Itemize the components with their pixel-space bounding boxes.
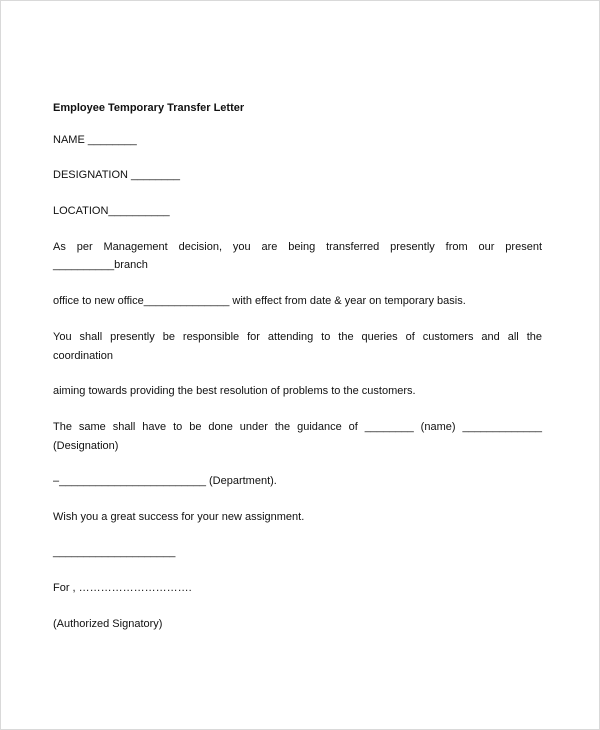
paragraph-transfer-line2: __________branch [53,259,148,271]
paragraph-office: office to new office______________ with effect from date & year on temporary basis. [53,295,466,307]
designation-field: DESIGNATION ________ [53,169,180,181]
location-field: LOCATION__________ [53,205,170,217]
paragraph-aiming: aiming towards providing the best resolution of problems to the customers. [53,385,416,397]
paragraph-guidance-line2: (Designation) [53,440,119,452]
paragraph-guidance-line1: The same shall have to be done under the guidance of ________ (name) _____________ [53,421,542,433]
paragraph-transfer-line1: As per Management decision, you are being transferred presently from our present [53,241,542,253]
paragraph-responsibility-line2: coordination [53,350,113,362]
paragraph-wish: Wish you a great success for your new assignment. [53,511,305,523]
for-line: For , …………………………. [53,582,192,594]
authorized-signatory: (Authorized Signatory) [53,618,163,630]
document-title: Employee Temporary Transfer Letter [53,102,245,114]
name-field: NAME ________ [53,134,137,146]
signature-line: ____________________ [53,546,176,558]
paragraph-department: –________________________ (Department). [53,475,277,487]
paragraph-responsibility-line1: You shall presently be responsible for attending to the queries of customers and all the [53,331,542,343]
